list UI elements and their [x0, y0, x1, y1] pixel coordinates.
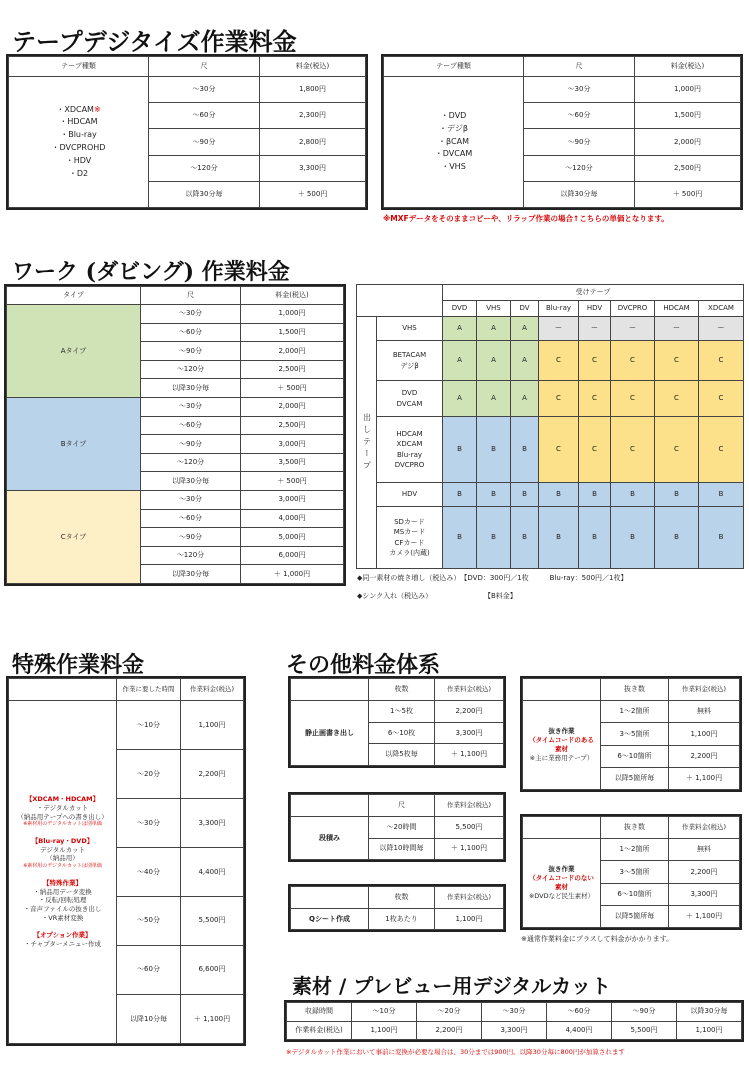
- source-tape-name: DVD: [401, 389, 418, 397]
- count-cell: 6〜10枚: [369, 722, 435, 744]
- reprint-note: ◆同一素材の焼き増し（税込み） 【DVD：300円／1枚 Blu-ray：500円／1枚】: [357, 574, 628, 582]
- time-cell: 〜50分: [117, 896, 181, 945]
- label-line: 素材: [555, 745, 568, 753]
- length-cell: 〜120分: [524, 155, 635, 181]
- xdcam-note-mark: ※: [93, 104, 101, 114]
- length-cell: 〜120分: [149, 155, 260, 181]
- length-cell: 〜60分: [149, 103, 260, 129]
- length-cell: 〜30分: [141, 490, 241, 509]
- receive-tape-header: 受けテープ: [443, 285, 744, 301]
- receive-tape-col: XDCAM: [699, 301, 744, 317]
- description-line: ・デジタルカット: [36, 803, 89, 812]
- header-length: 尺: [524, 57, 635, 77]
- header-blank: [291, 795, 369, 817]
- header-blank: [523, 679, 601, 701]
- mxf-note: ※MXFデータをそのままコピーや、リラップ作業の場合↑こちらの単価となります。: [383, 214, 669, 223]
- step-table: [288, 792, 506, 862]
- source-tape-name: Blu-ray: [396, 450, 423, 459]
- source-tape-name: XDCAM: [396, 440, 423, 448]
- matrix-cell: C: [579, 417, 611, 483]
- extract-without-tc-table: [520, 814, 742, 930]
- header-blank: [523, 817, 601, 839]
- price-cell: 3,300円: [482, 1021, 547, 1040]
- length-cell: 以降30分毎: [141, 565, 241, 584]
- matrix-cell: C: [699, 417, 744, 483]
- matrix-cell: B: [477, 483, 511, 507]
- type-a-label: Aタイプ: [7, 305, 141, 398]
- header-length: 尺: [149, 57, 260, 77]
- source-tape-label: [377, 483, 443, 507]
- matrix-cell: B: [443, 417, 477, 483]
- header-tape-type: テープ種類: [9, 57, 149, 77]
- extract-without-tc-label: [523, 839, 601, 928]
- price-cell: 2,000円: [241, 342, 344, 361]
- header-60min: 〜60分: [547, 1003, 612, 1022]
- source-tape-label: [377, 381, 443, 417]
- source-tape-name: DVCAM: [396, 399, 423, 408]
- extra-fee-note: ※通常作業料金にプラスして料金がかかります。: [521, 935, 674, 943]
- matrix-cell: B: [699, 483, 744, 507]
- length-cell: 〜60分: [141, 323, 241, 342]
- description-line: 【オプション作業】: [33, 931, 92, 940]
- length-cell: 〜90分: [141, 342, 241, 361]
- matrix-cell: B: [443, 483, 477, 507]
- count-cell: 1枚あたり: [369, 909, 435, 930]
- matrix-cell: A: [477, 317, 511, 341]
- description-line: ・VR素材変換: [41, 913, 84, 922]
- dubbing-matrix: [356, 284, 744, 568]
- step-label: 段積み: [291, 817, 369, 860]
- description-line: ※素材用のデジタルカットは別単価: [23, 821, 102, 828]
- matrix-cell: C: [579, 381, 611, 417]
- price-cell: 6,600円: [181, 945, 244, 994]
- header-count: 枚数: [369, 679, 435, 701]
- matrix-cell: B: [477, 417, 511, 483]
- price-cell: 1,500円: [635, 103, 741, 129]
- conversion-note: ※デジタルカット作業において事前に変換が必要な場合は、30分までは900円。以降30分毎に800円が加算されます: [286, 1048, 625, 1056]
- matrix-cell: A: [443, 381, 477, 417]
- length-cell: 〜90分: [524, 129, 635, 155]
- price-cell: 2,300円: [260, 103, 366, 129]
- header-price: 料金(税込): [241, 287, 344, 305]
- sync-note-value: 【B料金】: [484, 592, 517, 600]
- header-price: 料金(税込): [260, 57, 366, 77]
- tape-type-item: ・DVCAM: [434, 149, 473, 159]
- sync-note-label: ◆シンク入れ（税込み）: [357, 592, 433, 600]
- matrix-cell: B: [511, 417, 539, 483]
- header-length: 尺: [369, 795, 435, 817]
- matrix-cell: C: [699, 341, 744, 381]
- header-count: 抜き数: [601, 817, 669, 839]
- price-cell: ＋ 1,100円: [669, 905, 740, 927]
- tape-type-item: ・DVD: [440, 111, 467, 120]
- source-tape-name: SDカード: [394, 517, 425, 526]
- section-title-digital-cut: 素材 / プレビュー用デジタルカット: [292, 974, 612, 998]
- source-tape-label: [377, 341, 443, 381]
- length-cell: 以降30分毎: [149, 181, 260, 207]
- label-line: ※DVDなど民生素材）: [528, 892, 595, 901]
- type-b-label: Bタイプ: [7, 397, 141, 490]
- price-cell: 1,500円: [241, 323, 344, 342]
- matrix-cell: B: [511, 483, 539, 507]
- receive-tape-col: DV: [511, 301, 539, 317]
- price-cell: 無料: [669, 701, 740, 723]
- extract-with-tc-label: [523, 701, 601, 790]
- qsheet-table: [288, 884, 506, 932]
- matrix-cell: B: [511, 507, 539, 569]
- receive-tape-col: HDV: [579, 301, 611, 317]
- matrix-corner: [357, 285, 443, 317]
- digital-cut-table: [284, 1000, 744, 1042]
- length-cell: 〜120分: [141, 453, 241, 472]
- price-cell: 3,000円: [241, 490, 344, 509]
- receive-tape-col: HDCAM: [655, 301, 699, 317]
- matrix-cell: B: [699, 507, 744, 569]
- length-cell: 〜90分: [141, 435, 241, 454]
- price-cell: 2,000円: [635, 129, 741, 155]
- price-cell: 3,300円: [260, 155, 366, 181]
- price-cell: 2,500円: [241, 416, 344, 435]
- matrix-cell: A: [511, 317, 539, 341]
- matrix-cell: A: [511, 341, 539, 381]
- description-line: ・音声ファイルの抜き出し: [23, 905, 102, 914]
- length-cell: 〜30分: [141, 305, 241, 324]
- receive-tape-col: DVCPRO: [611, 301, 655, 317]
- label-line: （タイムコードのない: [529, 873, 594, 882]
- description-line: 【Blu-ray・DVD】: [31, 836, 94, 845]
- price-cell: 1,100円: [677, 1021, 742, 1040]
- row-label-price: 作業料金(税込): [287, 1021, 352, 1040]
- matrix-cell: C: [611, 381, 655, 417]
- count-cell: 6〜10箇所: [601, 745, 669, 767]
- matrix-cell: C: [539, 341, 579, 381]
- header-blank: [291, 887, 369, 909]
- header-tape-type: テープ種類: [384, 57, 524, 77]
- extract-with-tc-table: [520, 676, 742, 792]
- source-tape-name: BETACAM: [392, 351, 427, 359]
- price-cell: 2,200円: [669, 861, 740, 883]
- price-cell: ＋ 1,000円: [241, 565, 344, 584]
- description-line: （納品用）: [46, 854, 79, 863]
- matrix-cell: B: [539, 483, 579, 507]
- tape-type-list: [384, 77, 524, 208]
- price-cell: 4,400円: [181, 847, 244, 896]
- matrix-cell: C: [611, 417, 655, 483]
- header-price: 作業料金(税込): [435, 887, 504, 909]
- length-cell: 〜90分: [149, 129, 260, 155]
- matrix-cell: C: [655, 417, 699, 483]
- source-tape-name: MSカード: [393, 528, 426, 536]
- header-price: 作業料金(税込): [669, 679, 740, 701]
- matrix-cell: B: [443, 507, 477, 569]
- tape-digitize-table-left: [6, 54, 368, 210]
- price-cell: 3,500円: [241, 453, 344, 472]
- length-cell: 〜30分: [524, 77, 635, 103]
- matrix-cell: C: [539, 381, 579, 417]
- time-cell: 以降10分毎: [117, 994, 181, 1043]
- price-cell: 1,100円: [435, 909, 504, 930]
- price-cell: 2,200円: [435, 701, 504, 723]
- source-tape-name: DVCPRO: [394, 461, 425, 469]
- dubbing-price-table: [4, 284, 346, 586]
- header-length: 尺: [141, 287, 241, 305]
- matrix-cell: A: [477, 381, 511, 417]
- price-cell: 2,500円: [635, 155, 741, 181]
- section-title-other-fees: その他料金体系: [286, 652, 441, 678]
- price-cell: 1,100円: [181, 701, 244, 750]
- source-tape-label: [377, 317, 443, 341]
- price-cell: 4,400円: [547, 1021, 612, 1040]
- length-cell: 以降30分毎: [141, 472, 241, 491]
- header-30min: 〜30分: [482, 1003, 547, 1022]
- matrix-cell: A: [511, 381, 539, 417]
- length-cell: 〜120分: [141, 546, 241, 565]
- length-cell: 〜60分: [141, 416, 241, 435]
- tape-type-item: ・デジβ: [439, 123, 468, 133]
- source-tape-name: CFカード: [394, 538, 425, 547]
- length-cell: 以降30分毎: [524, 181, 635, 207]
- price-cell: 1,000円: [635, 77, 741, 103]
- tape-type-item: ・Blu-ray: [60, 130, 97, 140]
- header-blank: [9, 679, 117, 701]
- still-image-label: 静止画書き出し: [291, 701, 369, 766]
- price-cell: ＋ 500円: [241, 379, 344, 398]
- matrix-cell: B: [655, 507, 699, 569]
- price-cell: 2,500円: [241, 360, 344, 379]
- receive-tape-col: VHS: [477, 301, 511, 317]
- source-tape-header: 出しテープ: [357, 317, 377, 569]
- description-line: ※素材用のデジタルカットは別単価: [23, 863, 102, 870]
- matrix-cell: C: [655, 381, 699, 417]
- price-cell: 1,800円: [260, 77, 366, 103]
- description-line: デジタルカット: [39, 845, 86, 854]
- price-cell: 3,300円: [669, 883, 740, 905]
- header-count: 枚数: [369, 887, 435, 909]
- tape-type-item: ・DVCPROHD: [51, 143, 106, 152]
- tape-type-item: ・VHS: [441, 162, 466, 172]
- label-line: 抜き作業: [548, 726, 575, 735]
- source-tape-name: VHS: [402, 324, 417, 333]
- header-price: 作業料金(税込): [435, 795, 504, 817]
- matrix-cell: A: [443, 317, 477, 341]
- section-title-work-dubbing: ワーク (ダビング) 作業料金: [12, 259, 290, 285]
- header-time: 作業に要した時間: [117, 679, 181, 701]
- source-tape-name: デジβ: [400, 361, 419, 370]
- price-cell: ＋ 500円: [241, 472, 344, 491]
- special-work-description: [9, 701, 117, 1044]
- header-price: 料金(税込): [635, 57, 741, 77]
- tape-type-item: ・D2: [68, 168, 89, 178]
- price-cell: 2,200円: [417, 1021, 482, 1040]
- description-line: ・反転/回転処理: [38, 896, 87, 905]
- price-cell: 3,000円: [241, 435, 344, 454]
- price-cell: ＋ 500円: [260, 181, 366, 207]
- header-per-30min: 以降30分毎: [677, 1003, 742, 1022]
- matrix-cell: A: [443, 341, 477, 381]
- matrix-cell: C: [579, 341, 611, 381]
- header-price: 作業料金(税込): [669, 817, 740, 839]
- price-cell: ＋ 1,100円: [435, 744, 504, 766]
- count-cell: 1〜2箇所: [601, 701, 669, 723]
- matrix-cell: B: [655, 483, 699, 507]
- tape-type-item: ・HDV: [65, 155, 92, 165]
- header-price: 作業料金(税込): [181, 679, 244, 701]
- price-cell: 5,500円: [435, 817, 504, 839]
- source-tape-name: HDCAM: [396, 429, 423, 438]
- matrix-cell: C: [699, 381, 744, 417]
- matrix-cell: B: [611, 507, 655, 569]
- count-cell: 1〜5枚: [369, 701, 435, 723]
- matrix-cell: B: [539, 507, 579, 569]
- matrix-cell: B: [579, 507, 611, 569]
- count-cell: 以降5箇所毎: [601, 905, 669, 927]
- description-line: [9, 828, 116, 837]
- source-tape-name: HDV: [401, 490, 418, 499]
- price-cell: 1,000円: [241, 305, 344, 324]
- length-cell: 〜30分: [149, 77, 260, 103]
- tape-type-item: ・βCAM: [437, 136, 470, 146]
- matrix-cell: C: [611, 341, 655, 381]
- count-cell: 以降5枚毎: [369, 744, 435, 766]
- header-10min: 〜10分: [352, 1003, 417, 1022]
- source-tape-label: [377, 507, 443, 569]
- receive-tape-col: Blu-ray: [539, 301, 579, 317]
- length-cell: 以降10時間毎: [369, 838, 435, 860]
- price-cell: 4,000円: [241, 509, 344, 528]
- source-tape-name: カメラ(内蔵): [389, 549, 430, 557]
- price-cell: 3,300円: [435, 722, 504, 744]
- matrix-cell: B: [579, 483, 611, 507]
- length-cell: 〜20時間: [369, 817, 435, 839]
- count-cell: 3〜5箇所: [601, 861, 669, 883]
- price-cell: 2,800円: [260, 129, 366, 155]
- price-cell: 無料: [669, 839, 740, 861]
- tape-digitize-table-right: [381, 54, 743, 210]
- tape-type-item: ・HDCAM: [59, 117, 98, 127]
- header-price: 作業料金(税込): [435, 679, 504, 701]
- description-line: [9, 870, 116, 879]
- price-cell: 2,200円: [181, 749, 244, 798]
- matrix-cell: ー: [611, 317, 655, 341]
- matrix-cell: C: [539, 417, 579, 483]
- price-cell: 1,100円: [352, 1021, 417, 1040]
- price-cell: ＋ 500円: [635, 181, 741, 207]
- matrix-cell: B: [611, 483, 655, 507]
- description-line: ・チャプターメニュー作成: [23, 940, 102, 949]
- type-c-label: Cタイプ: [7, 490, 141, 583]
- section-title-tape-digitize: テープデジタイズ作業料金: [12, 27, 297, 56]
- length-cell: 〜120分: [141, 360, 241, 379]
- header-duration: 収録時間: [287, 1003, 352, 1022]
- matrix-cell: B: [477, 507, 511, 569]
- matrix-cell: ー: [579, 317, 611, 341]
- description-line: 【特殊作業】: [43, 878, 82, 887]
- description-line: ・納品用データ変換: [33, 887, 92, 896]
- label-line: （タイムコードのある: [529, 735, 594, 744]
- time-cell: 〜60分: [117, 945, 181, 994]
- count-cell: 以降5箇所毎: [601, 767, 669, 789]
- tape-type-list: [9, 77, 149, 208]
- description-line: （納品用テープへの書き出し）: [17, 812, 108, 821]
- price-cell: 5,000円: [241, 528, 344, 547]
- label-line: 素材: [555, 883, 568, 891]
- label-line: 抜き作業: [548, 864, 575, 873]
- matrix-cell: A: [477, 341, 511, 381]
- length-cell: 〜60分: [141, 509, 241, 528]
- matrix-cell: C: [655, 341, 699, 381]
- matrix-cell: ー: [699, 317, 744, 341]
- source-tape-label: [377, 417, 443, 483]
- special-work-table: [6, 676, 246, 1046]
- matrix-cell: ー: [539, 317, 579, 341]
- price-cell: 5,500円: [612, 1021, 677, 1040]
- count-cell: 6〜10箇所: [601, 883, 669, 905]
- length-cell: 〜60分: [524, 103, 635, 129]
- price-cell: 5,500円: [181, 896, 244, 945]
- time-cell: 〜40分: [117, 847, 181, 896]
- price-cell: 1,100円: [669, 723, 740, 745]
- section-title-special-work: 特殊作業料金: [12, 652, 145, 678]
- time-cell: 〜30分: [117, 798, 181, 847]
- price-cell: 3,300円: [181, 798, 244, 847]
- count-cell: 1〜2箇所: [601, 839, 669, 861]
- price-cell: 2,000円: [241, 397, 344, 416]
- length-cell: 〜30分: [141, 397, 241, 416]
- count-cell: 3〜5箇所: [601, 723, 669, 745]
- time-cell: 〜20分: [117, 749, 181, 798]
- label-line: ※主に業務用テープ）: [529, 754, 594, 763]
- price-cell: ＋ 1,100円: [181, 994, 244, 1043]
- header-90min: 〜90分: [612, 1003, 677, 1022]
- still-image-table: [288, 676, 506, 768]
- time-cell: 〜10分: [117, 701, 181, 750]
- price-cell: 6,000円: [241, 546, 344, 565]
- price-cell: ＋ 1,100円: [669, 767, 740, 789]
- description-line: 【XDCAM・HDCAM】: [25, 795, 100, 804]
- matrix-cell: ー: [655, 317, 699, 341]
- header-type: タイプ: [7, 287, 141, 305]
- tape-type-item: ・XDCAM: [56, 104, 94, 114]
- header-count: 抜き数: [601, 679, 669, 701]
- price-cell: ＋ 1,100円: [435, 838, 504, 860]
- header-blank: [291, 679, 369, 701]
- length-cell: 〜90分: [141, 528, 241, 547]
- length-cell: 以降30分毎: [141, 379, 241, 398]
- receive-tape-col: DVD: [443, 301, 477, 317]
- price-cell: 2,200円: [669, 745, 740, 767]
- header-20min: 〜20分: [417, 1003, 482, 1022]
- qsheet-label: Qシート作成: [291, 909, 369, 930]
